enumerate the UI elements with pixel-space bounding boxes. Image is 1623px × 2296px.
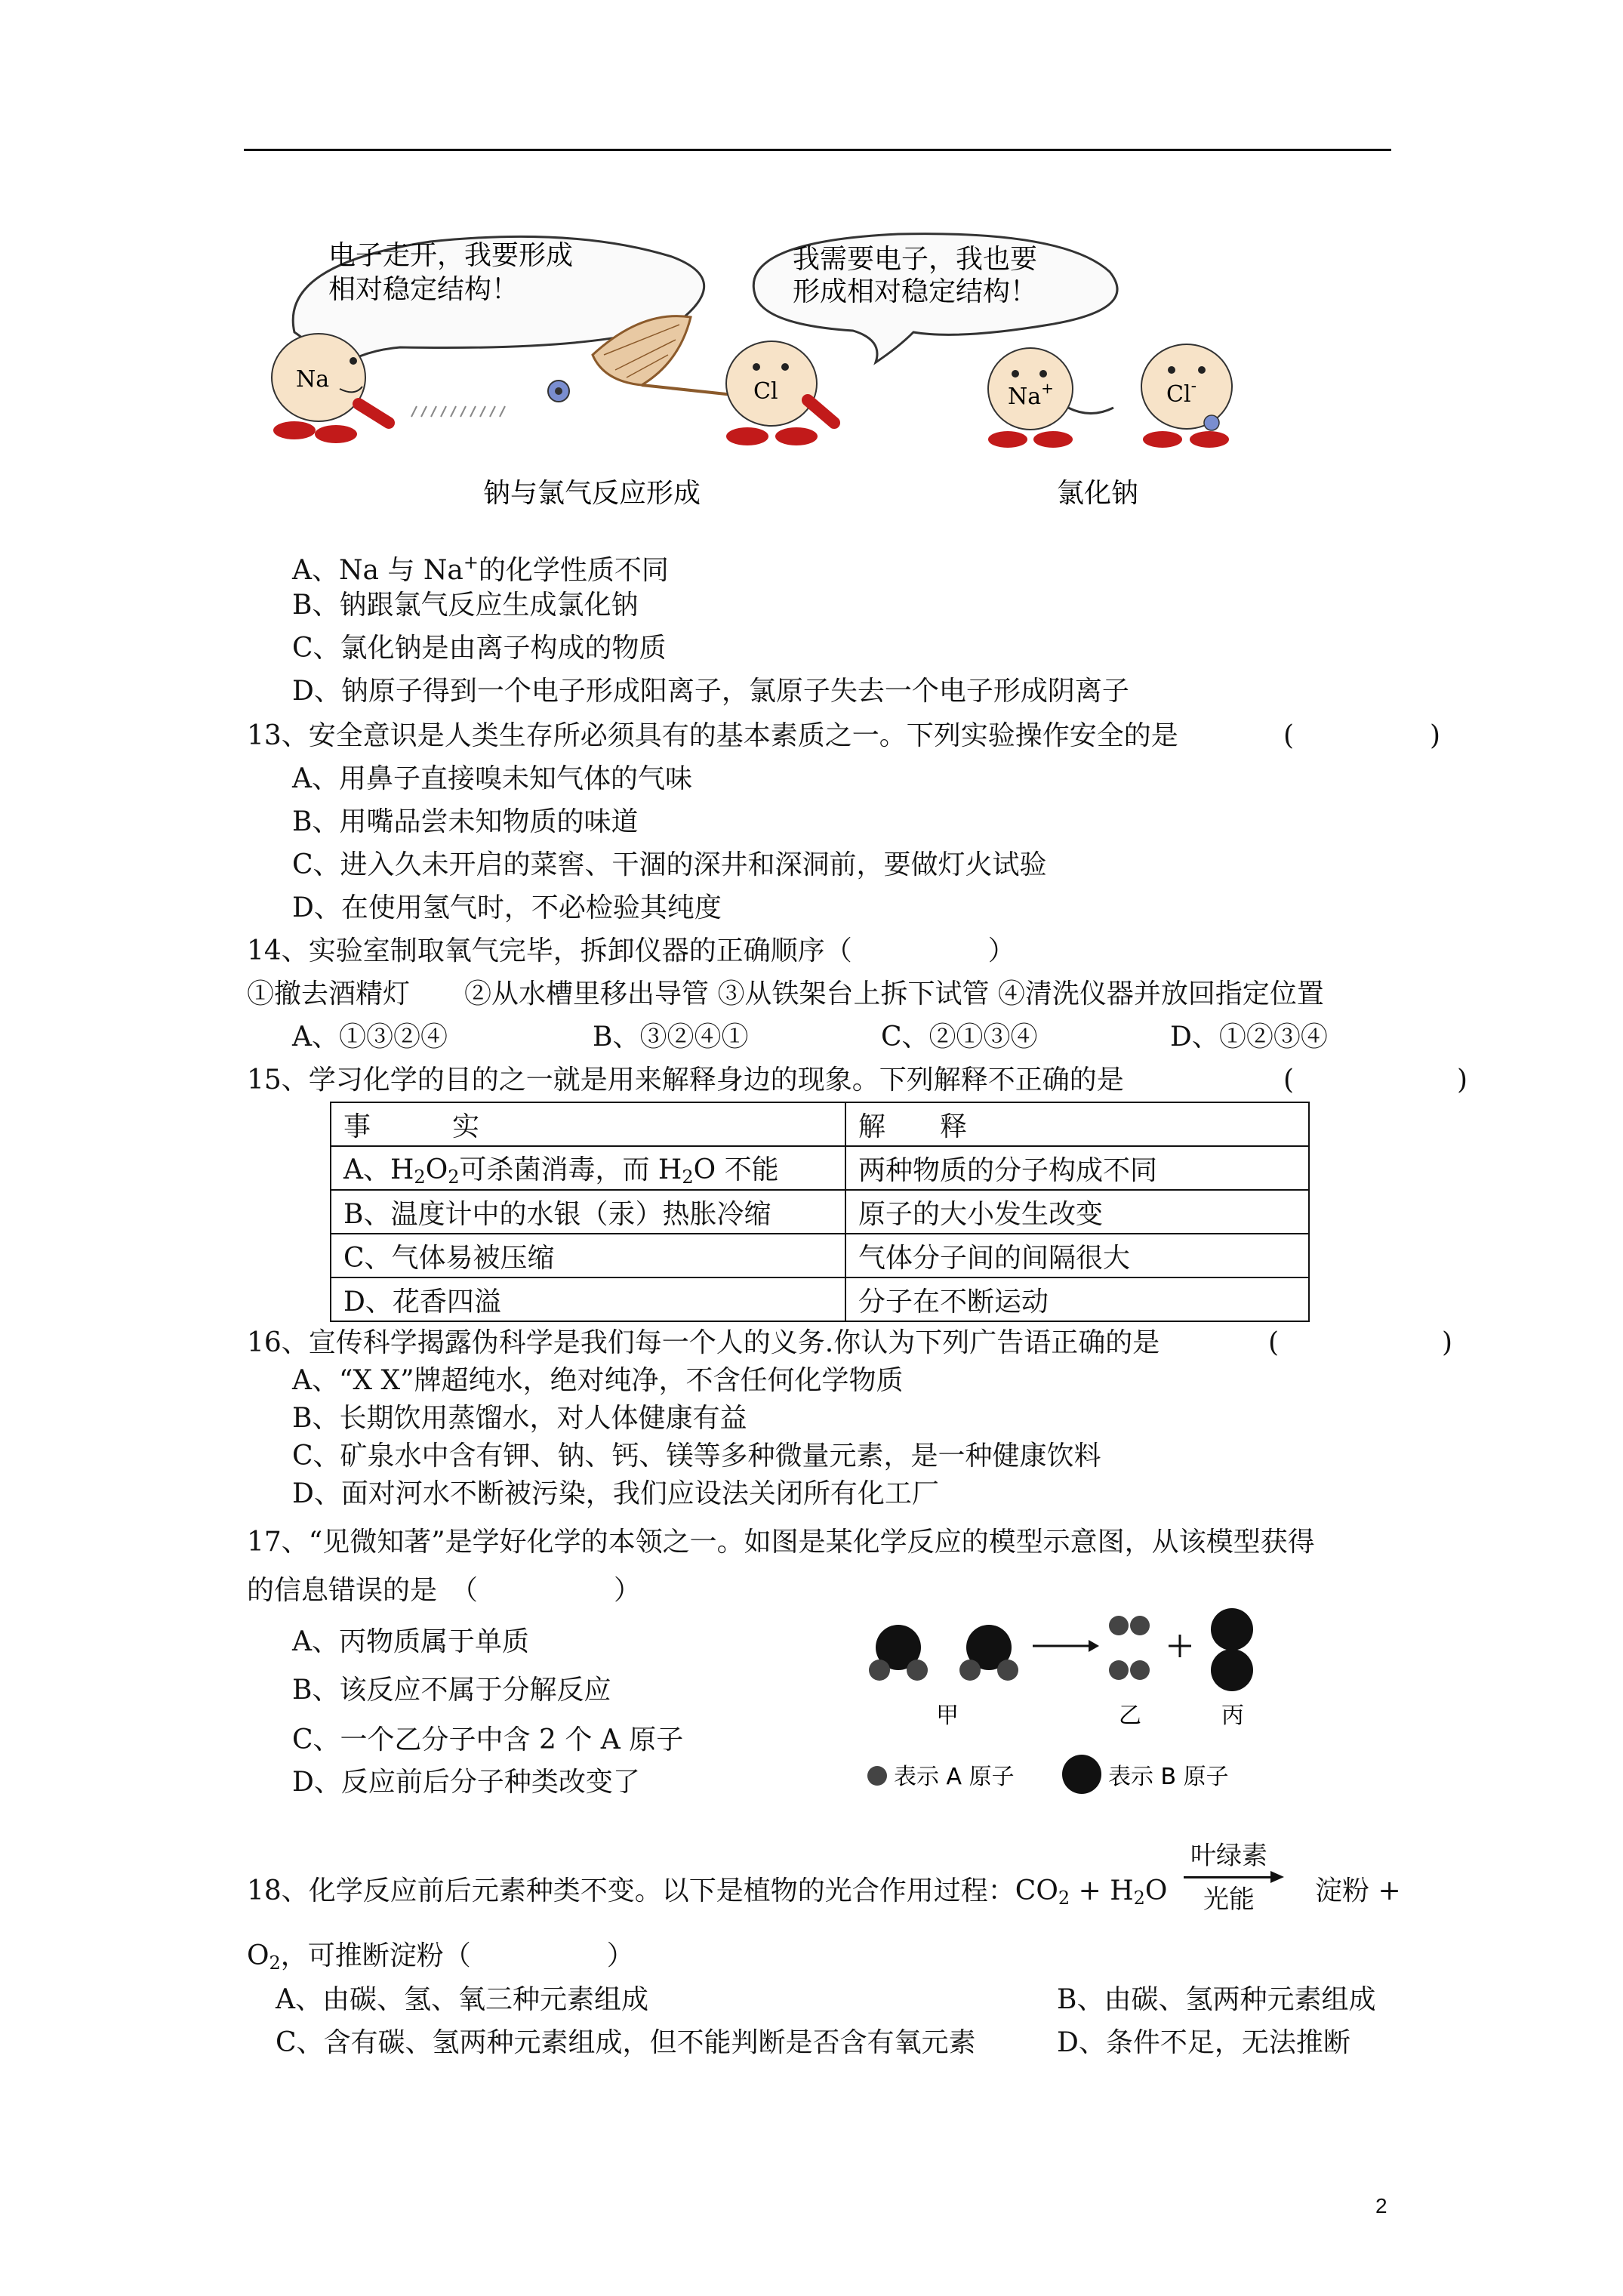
q17-option-b: B、该反应不属于分解反应	[292, 1675, 611, 1706]
cl-atom-character	[726, 341, 834, 445]
q12-option-b: B、钠跟氯气反应生成氯化钠	[292, 590, 639, 621]
caption-reaction: 钠与氯气反应形成	[483, 478, 701, 509]
q18-option-d: D、条件不足，无法推断	[1057, 2027, 1350, 2058]
q12-option-a: A、Na 与 Na+的化学性质不同	[292, 552, 669, 586]
q14-option-d: D、①②③④	[1170, 1022, 1328, 1052]
q17-stem-line1: 17、“见微知著”是学好化学的本领之一。如图是某化学反应的模型示意图，从该模型获得	[247, 1527, 1315, 1558]
q13-answer-paren: ( )	[1283, 720, 1441, 751]
q17-reaction-model	[853, 1601, 1291, 1804]
bubble-right-line2: 形成相对稳定结构！	[793, 276, 1038, 307]
q16-option-d: D、面对河水不断被污染，我们应设法关闭所有化工厂	[292, 1478, 939, 1509]
table-row	[331, 1234, 1309, 1277]
q18-option-b: B、由碳、氢两种元素组成	[1057, 1984, 1376, 2015]
header-explain: 解 释	[845, 1102, 1309, 1146]
speech-bubble-right	[753, 234, 1117, 362]
q13-option-c: C、进入久未开启的菜窖、干涸的深井和深洞前，要做灯火试验	[292, 849, 1047, 880]
q12-option-d: D、钠原子得到一个电子形成阳离子，氯原子失去一个电子形成阴离子	[292, 676, 1129, 707]
bubble-left-line2: 相对稳定结构！	[328, 274, 519, 305]
table-row	[331, 1277, 1309, 1321]
label-jia: 甲	[936, 1703, 959, 1729]
q14-option-b: B、③②④①	[593, 1022, 749, 1052]
holding-hands	[1068, 408, 1113, 414]
cl-ion-label: Cl	[1166, 381, 1191, 408]
reaction-condition: 光能	[1203, 1885, 1255, 1915]
molecule-jia-1	[869, 1625, 928, 1681]
q16-option-a: A、“X X”牌超纯水，绝对纯净，不含任何化学物质	[292, 1365, 904, 1396]
row-b-fact: B、温度计中的水银（汞）热胀冷缩	[331, 1190, 845, 1234]
reaction-condition-arrow-icon	[1184, 1876, 1274, 1878]
molecule-yi-2	[1109, 1660, 1150, 1680]
q13-stem: 13、安全意识是人类生存所必须具有的基本素质之一。下列实验操作安全的是	[247, 720, 1178, 751]
sodium-chloride-illustration	[249, 219, 1298, 521]
q13-option-d: D、在使用氢气时，不必检验其纯度	[292, 892, 722, 923]
row-d-explain: 分子在不断运动	[845, 1277, 1309, 1321]
q13-option-b: B、用嘴品尝未知物质的味道	[292, 806, 639, 837]
cl-label: Cl	[753, 378, 778, 405]
plus-sign-icon	[1169, 1635, 1191, 1657]
table-row	[331, 1146, 1309, 1190]
q14-steps: ①撤去酒精灯 ②从水槽里移出导管 ③从铁架台上拆下试管 ④清洗仪器并放回指定位置	[247, 978, 1324, 1009]
q16-answer-paren: ( )	[1268, 1327, 1453, 1358]
q17-option-d: D、反应前后分子种类改变了	[292, 1767, 640, 1798]
caption-nacl: 氯化钠	[1057, 478, 1139, 509]
q13-option-a: A、用鼻子直接嗅未知气体的气味	[292, 763, 692, 794]
row-c-fact: C、气体易被压缩	[331, 1234, 845, 1277]
q18-stem-line2: $O_2$，可推断淀粉（ ）	[247, 1940, 634, 1974]
reaction-arrow-icon	[1033, 1640, 1099, 1652]
electron-trail	[411, 406, 505, 417]
header-fact: 事 实	[331, 1102, 845, 1146]
row-a-fact: A、$H_2O_2$可杀菌消毒，而 $H_2O$ 不能	[331, 1146, 845, 1190]
table-header-row	[331, 1102, 1309, 1146]
q15-answer-paren: ( )	[1283, 1065, 1468, 1096]
q18-option-c: C、含有碳、氢两种元素组成，但不能判断是否含有氧元素	[276, 2027, 976, 2058]
na-ion-label: Na	[1008, 384, 1042, 410]
q12-option-c: C、氯化钠是由离子构成的物质	[292, 633, 667, 664]
row-b-explain: 原子的大小发生改变	[845, 1190, 1309, 1234]
header-rule	[244, 149, 1391, 151]
bubble-left-line1: 电子走开，我要形成	[328, 240, 574, 271]
q18-stem: 18、化学反应前后元素种类不变。以下是植物的光合作用过程：$CO_2 + H_2O$	[247, 1875, 1168, 1909]
legend-b-label: 表示 B 原子	[1108, 1764, 1229, 1790]
q17-stem-line2: 的信息错误的是 （ ）	[247, 1575, 642, 1606]
q16-stem: 16、宣传科学揭露伪科学是我们每一个人的义务.你认为下列广告语正确的是	[247, 1327, 1160, 1358]
q14-stem: 14、实验室制取氧气完毕，拆卸仪器的正确顺序（ ）	[247, 935, 1015, 966]
na-ion-charge: +	[1041, 379, 1054, 397]
legend-a-atom-icon	[867, 1766, 887, 1786]
na-label: Na	[296, 366, 330, 393]
q15-stem: 15、学习化学的目的之一就是用来解释身边的现象。下列解释不正确的是	[247, 1065, 1124, 1096]
row-c-explain: 气体分子间的间隔很大	[845, 1234, 1309, 1277]
row-a-explain: 两种物质的分子构成不同	[845, 1146, 1309, 1190]
q14-option-a: A、①③②④	[292, 1022, 448, 1052]
q16-option-c: C、矿泉水中含有钾、钠、钙、镁等多种微量元素，是一种健康饮料	[292, 1441, 1101, 1472]
q14-option-c: C、②①③④	[881, 1022, 1038, 1052]
electron-icon	[548, 381, 569, 402]
molecule-yi-1	[1109, 1616, 1150, 1635]
q18-product: 淀粉 +	[1315, 1875, 1401, 1906]
q17-option-a: A、丙物质属于单质	[292, 1626, 529, 1657]
arrow-head-icon	[1270, 1871, 1284, 1883]
cl-ion-charge: -	[1190, 377, 1196, 396]
page-number: 2	[1375, 2194, 1387, 2217]
legend-a-label: 表示 A 原子	[894, 1764, 1015, 1790]
label-yi: 乙	[1119, 1703, 1141, 1729]
reaction-catalyst: 叶绿素	[1190, 1841, 1267, 1871]
q16-option-b: B、长期饮用蒸馏水，对人体健康有益	[292, 1403, 747, 1434]
legend-b-atom-icon	[1062, 1755, 1101, 1794]
na-ion-character	[988, 348, 1073, 448]
q15-table	[330, 1102, 1310, 1322]
q17-option-c: C、一个乙分子中含 2 个 A 原子	[292, 1724, 684, 1755]
row-d-fact: D、花香四溢	[331, 1277, 845, 1321]
table-row	[331, 1190, 1309, 1234]
molecule-bing	[1211, 1608, 1253, 1691]
label-bing: 丙	[1221, 1703, 1244, 1729]
cl-ion-character	[1141, 344, 1232, 448]
bubble-right-line1: 我需要电子，我也要	[793, 244, 1038, 275]
molecule-jia-2	[959, 1625, 1018, 1681]
q18-option-a: A、由碳、氢、氧三种元素组成	[276, 1984, 648, 2015]
